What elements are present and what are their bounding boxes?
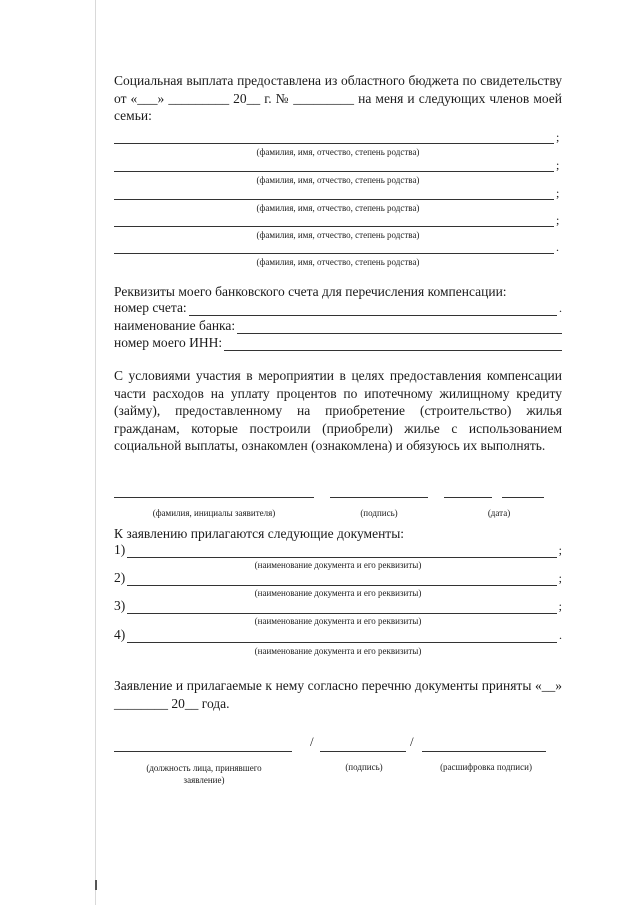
attachment-end: ; — [558, 543, 562, 557]
date-line-b[interactable] — [502, 497, 544, 498]
inn-line[interactable] — [224, 338, 562, 351]
applicant-signature-caption: (подпись) — [360, 508, 398, 518]
account-line[interactable] — [189, 303, 557, 316]
acceptance-signature-line[interactable] — [320, 751, 406, 752]
account-number-field[interactable] — [114, 300, 562, 316]
row-end: . — [556, 240, 559, 254]
conditions-paragraph: С условиями участия в мероприятии в целях предоставления компенсации части расходов на уплату процентов по ипотечному жилищному кредиту (займу), предоставленному на приобретение (строительство) жилья гражданам, которые построили (приобрели) жилье с использованием социальной выплаты, ознакомлен (ознакомлена) и обязуюсь их выполнять. — [114, 368, 562, 453]
applicant-signature-line[interactable] — [330, 497, 428, 498]
applicant-name-caption: (фамилия, инициалы заявителя) — [152, 508, 276, 518]
member-caption: (фамилия, имя, отчество, степень родства) — [256, 257, 420, 267]
attachment-row[interactable] — [114, 627, 562, 643]
row-end: ; — [556, 213, 560, 227]
attachment-line[interactable] — [127, 545, 556, 558]
attachment-caption: (наименование документа и его реквизиты) — [254, 588, 422, 598]
bank-name-field[interactable] — [114, 318, 562, 334]
position-caption: (должность лица, принявшего заявление) — [146, 763, 262, 785]
attachment-line[interactable] — [127, 601, 556, 614]
applicant-name-line[interactable] — [114, 497, 314, 498]
acceptance-paragraph: Заявление и прилагаемые к нему согласно перечню документы приняты «__» ________ 20__ года. — [114, 678, 562, 711]
signature-slash-left: / — [310, 734, 314, 749]
acceptance-signature-caption: (подпись) — [345, 762, 383, 772]
account-label: номер счета: — [114, 300, 187, 315]
attachment-caption: (наименование документа и его реквизиты) — [254, 560, 422, 570]
account-end: . — [559, 301, 562, 315]
payment-paragraph: Социальная выплата предоставлена из областного бюджета по свидетельству от «___» _________ 20__ г. № _________ на меня и следующих членов моей семьи: — [114, 73, 562, 123]
date-line-a[interactable] — [444, 497, 492, 498]
member-caption: (фамилия, имя, отчество, степень родства) — [256, 230, 420, 240]
row-end: ; — [556, 158, 560, 172]
attachment-row[interactable] — [114, 542, 562, 558]
attachment-number: 4) — [114, 627, 126, 642]
decoding-line[interactable] — [422, 751, 546, 752]
decoding-caption: (расшифровка подписи) — [440, 762, 532, 772]
attachment-end: ; — [558, 571, 562, 585]
member-caption: (фамилия, имя, отчество, степень родства) — [256, 147, 420, 157]
signature-slash-right: / — [410, 734, 414, 749]
member-caption: (фамилия, имя, отчество, степень родства) — [256, 203, 420, 213]
row-end: ; — [556, 130, 560, 144]
date-caption: (дата) — [487, 508, 511, 518]
attachment-number: 2) — [114, 570, 126, 585]
position-line[interactable] — [114, 751, 292, 752]
attachment-end: . — [559, 628, 562, 642]
attachment-number: 1) — [114, 542, 126, 557]
bank-name-label: наименование банка: — [114, 318, 236, 333]
bank-name-line[interactable] — [237, 321, 562, 334]
attachment-row[interactable] — [114, 570, 562, 586]
attachments-heading: К заявлению прилагаются следующие документы: — [114, 526, 405, 541]
attachment-caption: (наименование документа и его реквизиты) — [254, 616, 422, 626]
inn-field[interactable] — [114, 335, 562, 351]
member-caption: (фамилия, имя, отчество, степень родства) — [256, 175, 420, 185]
attachment-end: ; — [558, 599, 562, 613]
left-margin-line — [95, 0, 96, 905]
attachment-row[interactable] — [114, 598, 562, 614]
attachment-line[interactable] — [127, 630, 557, 643]
row-end: ; — [556, 186, 560, 200]
bank-heading: Реквизиты моего банковского счета для перечисления компенсации: — [114, 284, 507, 299]
margin-mark — [95, 880, 97, 890]
inn-label: номер моего ИНН: — [114, 335, 223, 350]
attachment-caption: (наименование документа и его реквизиты) — [254, 646, 422, 656]
attachment-number: 3) — [114, 598, 126, 613]
attachment-line[interactable] — [127, 573, 556, 586]
